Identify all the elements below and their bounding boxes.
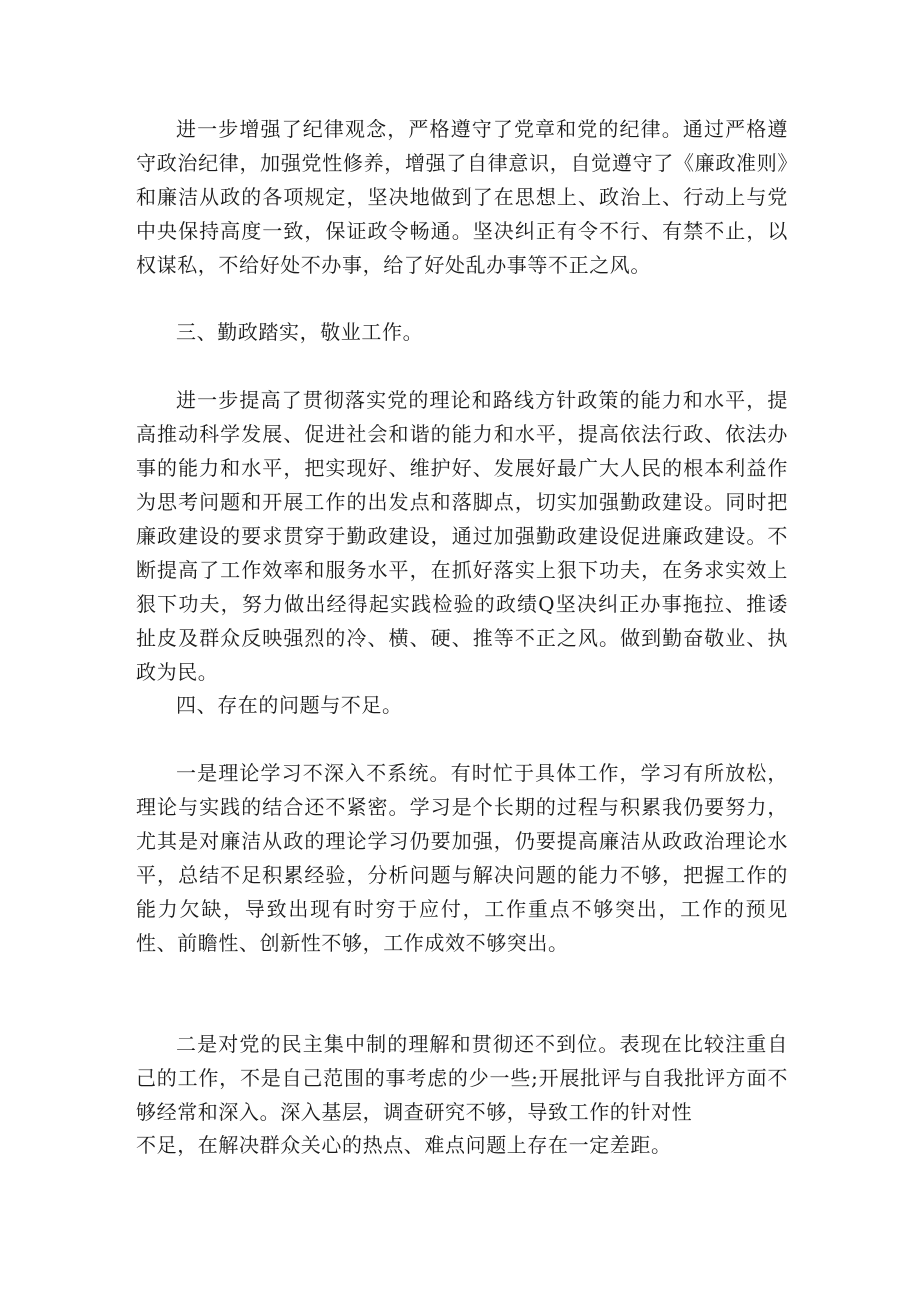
paragraph-problem-two-continued: 不足，在解决群众关心的热点、难点问题上存在一定差距。 bbox=[136, 1133, 672, 1157]
paragraph-problem-one: 一是理论学习不深入不系统。有时忙于具体工作，学习有所放松，理论与实践的结合还不紧密。学习是个长期的过程与积累我仍要努力，尤其是对廉洁从政的理论学习仍要加强，仍要提高廉洁从政政治理论水平，总结不足积累经验，分析问题与解决问题的能力不够，把握工作的能力欠缺，导致出现有时穷于应付，工作重点不够突出，工作的预见性、前瞻性、创新性不够，工作成效不够突出。 bbox=[136, 761, 788, 955]
paragraph-discipline: 进一步增强了纪律观念，严格遵守了党章和党的纪律。通过严格遵守政治纪律，加强党性修养，增强了自律意识，自觉遵守了《廉政准则》和廉洁从政的各项规定，坚决地做到了在思想上、政治上、行动上与党中央保持高度一致，保证政令畅通。坚决纠正有令不行、有禁不止，以权谋私，不给好处不办事，给了好处乱办事等不正之风。 bbox=[136, 117, 788, 277]
paragraph-problem-two: 二是对党的民主集中制的理解和贯彻还不到位。表现在比较注重自己的工作，不是自己范围的事考虑的少一些;开展批评与自我批评方面不够经常和深入。深入基层，调查研究不够，导致工作的针对性 bbox=[136, 1032, 788, 1124]
section-heading-three: 三、勤政踏实，敬业工作。 bbox=[176, 320, 424, 344]
paragraph-diligence: 进一步提高了贯彻落实党的理论和路线方针政策的能力和水平，提高推动科学发展、促进社会和谐的能力和水平，提高依法行政、依法办事的能力和水平，把实现好、维护好、发展好最广大人民的根本利益作为思考问题和开展工作的出发点和落脚点，切实加强勤政建设。同时把廉政建设的要求贯穿于勤政建设，通过加强勤政建设促进廉政建设。不断提高了工作效率和服务水平，在抓好落实上狠下功夫，在务求实效上狠下功夫，努力做出经得起实践检验的政绩Q坚决纠正办事拖拉、推诿扯皮及群众反映强烈的冷、横、硬、推等不正之风。做到勤奋敬业、执政为民。 bbox=[136, 388, 788, 684]
section-heading-four: 四、存在的问题与不足。 bbox=[176, 693, 403, 717]
